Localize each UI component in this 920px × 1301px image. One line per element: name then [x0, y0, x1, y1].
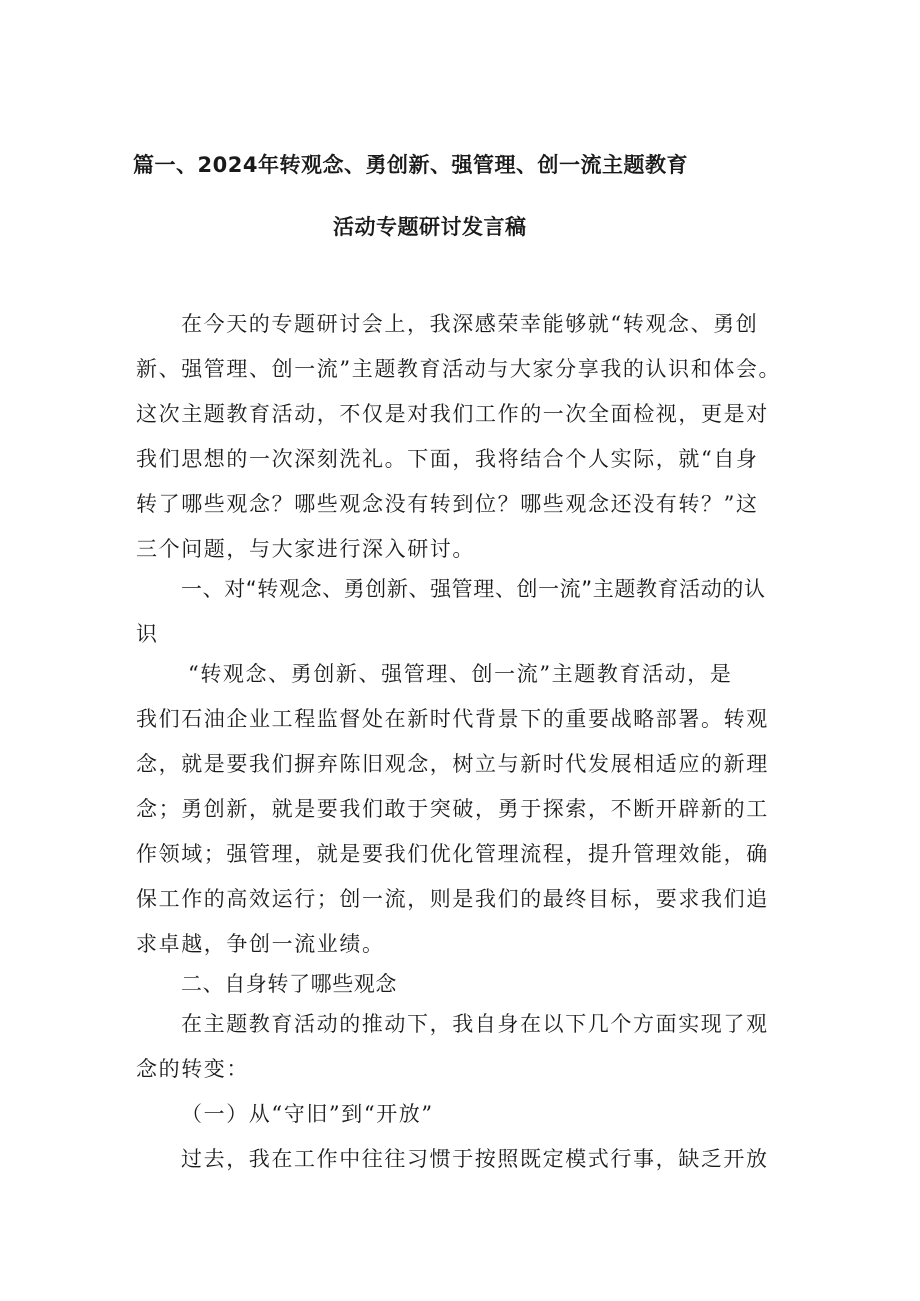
- paragraph-line: 保工作的高效运行；创一流，则是我们的最终目标，要求我们追: [136, 887, 769, 911]
- paragraph-line: 念的转变：: [136, 1057, 249, 1081]
- paragraph-line: 在今天的专题研讨会上，我深感荣幸能够就“转观念、勇创: [181, 312, 759, 336]
- paragraph-line: 在主题教育活动的推动下，我自身在以下几个方面实现了观: [181, 1012, 769, 1036]
- paragraph-line: 三个问题，与大家进行深入研讨。: [136, 537, 475, 561]
- section-heading: 二、自身转了哪些观念: [181, 972, 397, 996]
- document-title-line-1: 篇一、2024年转观念、勇创新、强管理、创一流主题教育: [133, 153, 688, 177]
- paragraph-line: 这次主题教育活动，不仅是对我们工作的一次全面检视，更是对: [136, 402, 769, 426]
- subsection-heading: （一）从“守旧”到“开放”: [181, 1102, 434, 1126]
- section-heading: 一、对“转观念、勇创新、强管理、创一流”主题教育活动的认: [181, 577, 766, 601]
- paragraph-line: 作领域；强管理，就是要我们优化管理流程，提升管理效能，确: [136, 842, 769, 866]
- paragraph-line: 念；勇创新，就是要我们敢于突破，勇于探索，不断开辟新的工: [136, 797, 769, 821]
- paragraph-line: 求卓越，争创一流业绩。: [136, 932, 385, 956]
- paragraph-line: 念，就是要我们摒弃陈旧观念，树立与新时代发展相适应的新理: [136, 752, 769, 776]
- paragraph-line: “转观念、勇创新、强管理、创一流”主题教育活动，是: [188, 662, 733, 686]
- paragraph-line: 我们思想的一次深刻洗礼。下面，我将结合个人实际，就“自身: [136, 447, 759, 471]
- section-heading-continued: 识: [136, 622, 158, 646]
- paragraph-line: 过去，我在工作中往往习惯于按照既定模式行事，缺乏开放: [181, 1147, 769, 1171]
- paragraph-line: 新、强管理、创一流”主题教育活动与大家分享我的认识和体会。: [136, 357, 782, 381]
- paragraph-line: 我们石油企业工程监督处在新时代背景下的重要战略部署。转观: [136, 707, 769, 731]
- document-title-line-2: 活动专题研讨发言稿: [333, 215, 527, 239]
- paragraph-line: 转了哪些观念？哪些观念没有转到位？哪些观念还没有转？”这: [136, 492, 759, 516]
